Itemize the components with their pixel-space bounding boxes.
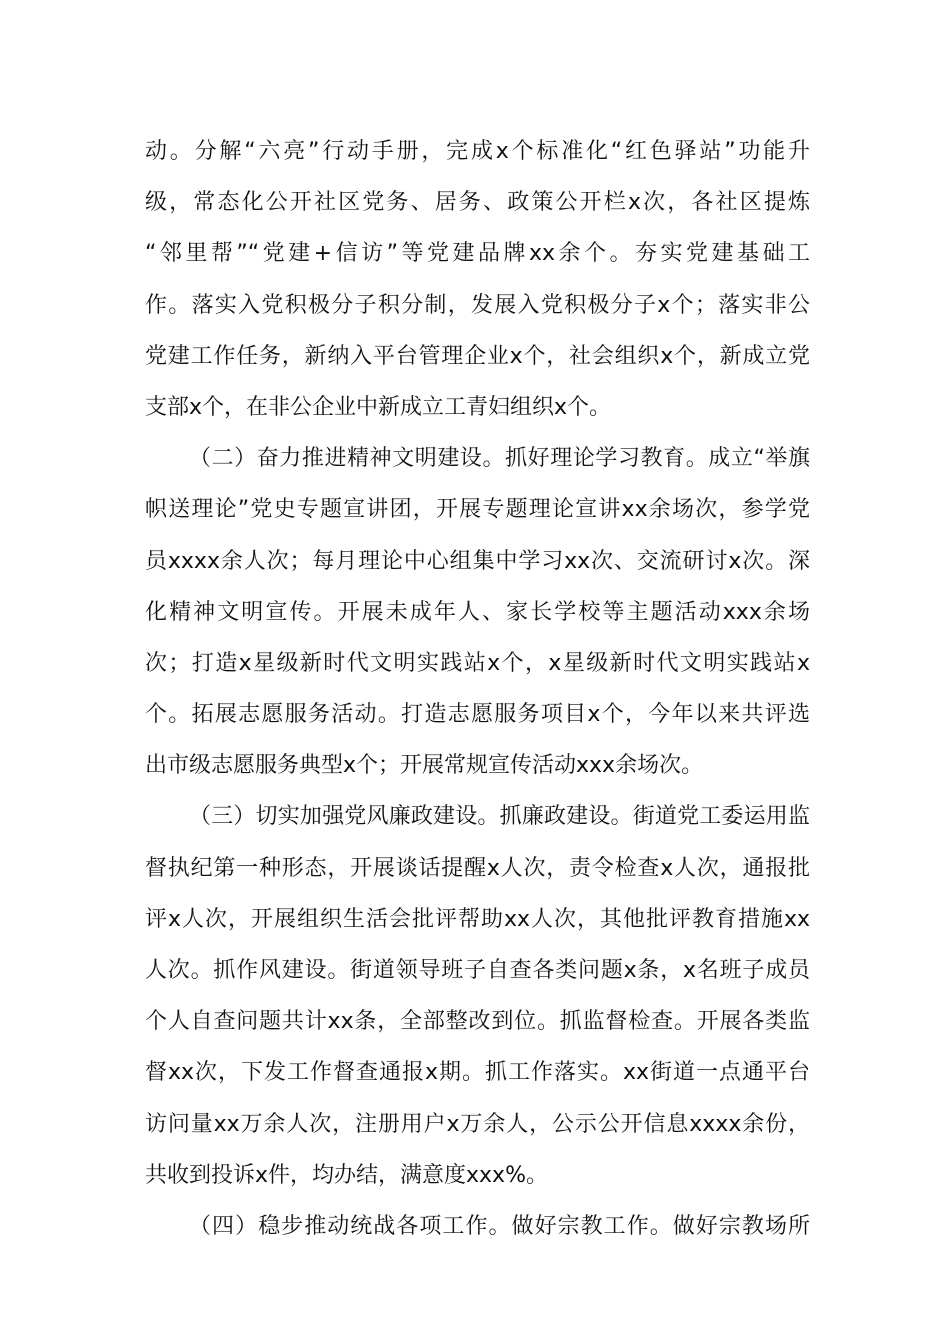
text-line: 级，常态化公开社区党务、居务、政策公开栏x次，各社区提炼 (145, 190, 810, 216)
text-line: 个。拓展志愿服务活动。打造志愿服务项目x个，今年以来共评选 (145, 702, 810, 728)
text-line: 人次。抓作风建设。街道领导班子自查各类问题x条，x名班子成员 (145, 958, 810, 983)
section-heading-line: （三）切实加强党风廉政建设。抓廉政建设。街道党工委运用监 (189, 804, 810, 830)
section-heading-line: （二）奋力推进精神文明建设。抓好理论学习教育。成立“举旗 (189, 446, 810, 472)
text-line: 访问量xx万余人次，注册用户x万余人，公示公开信息xxxx余份， (145, 1111, 810, 1137)
document-body (145, 126, 810, 1252)
text-line: 员xxxx余人次；每月理论中心组集中学习xx次、交流研讨x次。深 (145, 548, 810, 574)
text-line: 党建工作任务，新纳入平台管理企业x个，社会组织x个，新成立党 (145, 343, 810, 369)
section-heading-line: （四）稳步推动统战各项工作。做好宗教工作。做好宗教场所 (189, 1213, 810, 1239)
text-line: 共收到投诉x件，均办结，满意度xxx%。 (145, 1162, 548, 1188)
text-line: 督执纪第一种形态，开展谈话提醒x人次，责令检查x人次，通报批 (145, 855, 810, 881)
text-line: 化精神文明宣传。开展未成年人、家长学校等主题活动xxx余场 (145, 599, 810, 625)
text-line: 作。落实入党积极分子积分制，发展入党积极分子x个；落实非公 (145, 292, 810, 318)
text-line: 动。分解“六亮”行动手册，完成x个标准化“红色驿站”功能升 (145, 139, 810, 164)
text-line: 评x人次，开展组织生活会批评帮助xx人次，其他批评教育措施xx (145, 906, 810, 932)
text-line: 支部x个，在非公企业中新成立工青妇组织x个。 (145, 394, 612, 420)
text-line: “邻里帮”“党建+信访”等党建品牌xx余个。夯实党建基础工 (145, 241, 810, 267)
text-line: 次；打造x星级新时代文明实践站x个，x星级新时代文明实践站x (145, 650, 810, 676)
text-line: 个人自查问题共计xx条，全部整改到位。抓监督检查。开展各类监 (145, 1009, 810, 1035)
text-line: 帜送理论”党史专题宣讲团，开展专题理论宣讲xx余场次，参学党 (145, 497, 810, 523)
text-line: 督xx次，下发工作督查通报x期。抓工作落实。xx街道一点通平台 (145, 1060, 810, 1086)
text-line: 出市级志愿服务典型x个；开展常规宣传活动xxx余场次。 (145, 753, 704, 779)
